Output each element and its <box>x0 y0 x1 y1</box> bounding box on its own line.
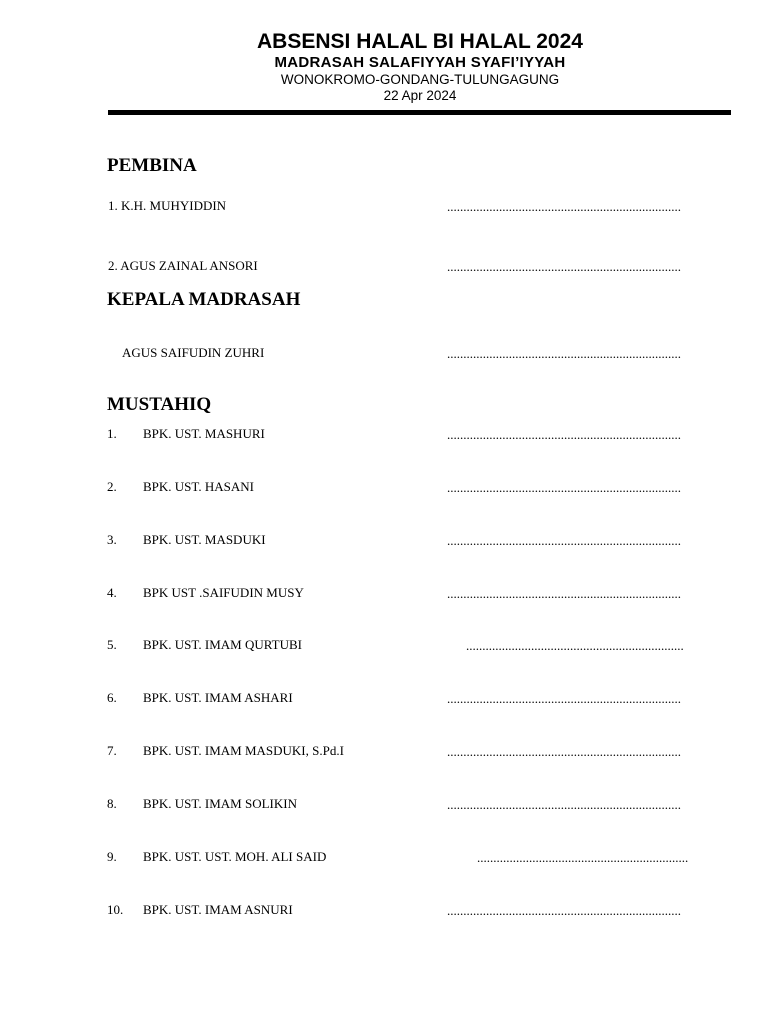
entry-label: 2. AGUS ZAINAL ANSORI <box>108 258 258 273</box>
document-subtitle: MADRASAH SALAFIYYAH SYAFI’IYYAH <box>274 54 566 71</box>
entry-number: 6. <box>107 690 117 705</box>
entry-name: BPK. UST. IMAM ASHARI <box>143 690 293 705</box>
signature-line: ........................................................................ <box>447 691 681 706</box>
entry-number: 1. <box>107 426 117 441</box>
entry-name: BPK. UST. UST. MOH. ALI SAID <box>143 849 327 864</box>
entry-number: 2. <box>107 479 117 494</box>
header-divider <box>108 110 731 115</box>
signature-line: ........................................................................ <box>447 199 681 214</box>
signature-line: ........................................................................ <box>447 259 681 274</box>
entry-number: 8. <box>107 796 117 811</box>
entry-number: 7. <box>107 743 117 758</box>
signature-line: ........................................................................ <box>447 586 681 601</box>
section-heading-mustahiq: MUSTAHIQ <box>107 394 212 415</box>
signature-line: ........................................................................ <box>447 427 681 442</box>
entry-name: BPK. UST. HASANI <box>143 479 254 494</box>
document-date: 22 Apr 2024 <box>383 88 457 103</box>
entry-name: BPK. UST. MASHURI <box>143 426 265 441</box>
signature-line: ........................................................................ <box>447 744 681 759</box>
signature-line: ................................................................. <box>477 850 689 865</box>
entry-number: 4. <box>107 585 117 600</box>
entry-name: BPK. UST. IMAM ASNURI <box>143 902 293 917</box>
entry-label: 1. K.H. MUHYIDDIN <box>108 198 227 213</box>
entry-name: BPK UST .SAIFUDIN MUSY <box>143 585 304 600</box>
signature-line: ........................................................................ <box>447 480 681 495</box>
section-heading-pembina: PEMBINA <box>107 155 197 176</box>
section-heading-kepala-madrasah: KEPALA MADRASAH <box>107 289 301 310</box>
signature-line: ........................................................................ <box>447 903 681 918</box>
entry-number: 10. <box>107 902 124 917</box>
entry-number: 5. <box>107 637 117 652</box>
entry-number: 3. <box>107 532 117 547</box>
entry-name: BPK. UST. IMAM SOLIKIN <box>143 796 297 811</box>
document-address: WONOKROMO-GONDANG-TULUNGAGUNG <box>280 72 560 87</box>
entry-name: BPK. UST. MASDUKI <box>143 532 266 547</box>
entry-label: AGUS SAIFUDIN ZUHRI <box>122 345 265 360</box>
document-title: ABSENSI HALAL BI HALAL 2024 <box>257 30 583 53</box>
signature-line: ........................................................................ <box>447 533 681 548</box>
entry-name: BPK. UST. IMAM QURTUBI <box>143 637 302 652</box>
signature-line: ........................................................................ <box>447 797 681 812</box>
entry-name: BPK. UST. IMAM MASDUKI, S.Pd.I <box>143 743 344 758</box>
entry-number: 9. <box>107 849 117 864</box>
signature-line: ........................................................................ <box>447 346 681 361</box>
signature-line: ................................................................... <box>466 638 684 653</box>
